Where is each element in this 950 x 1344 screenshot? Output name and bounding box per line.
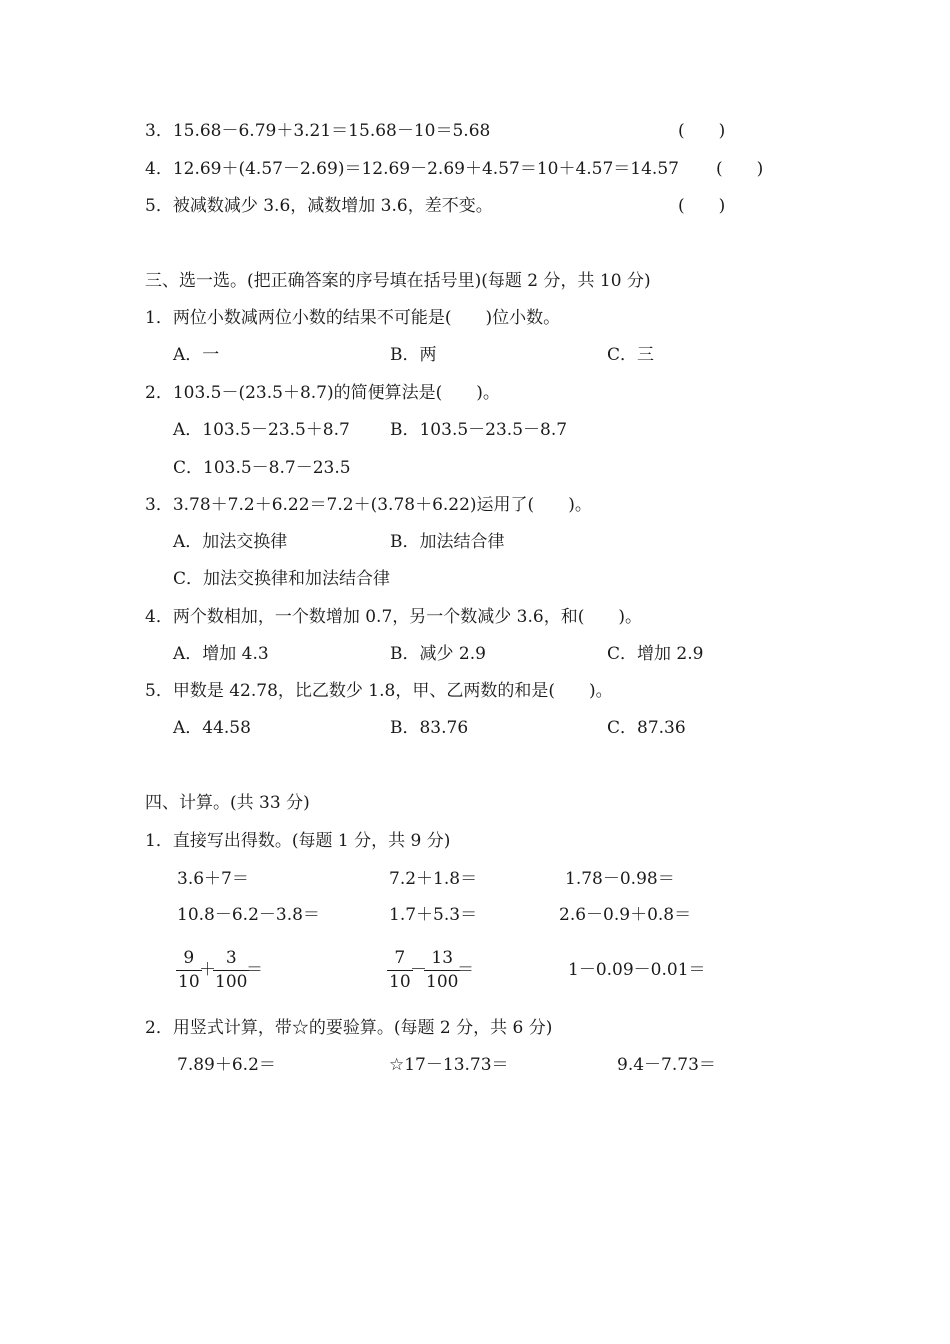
question-1-stem: 1．两位小数减两位小数的结果不可能是( )位小数。	[145, 308, 561, 328]
equals: ＝	[457, 960, 474, 980]
calc-item: 7.2＋1.8＝	[389, 869, 478, 889]
numerator: 7	[394, 948, 406, 968]
numerator: 9	[183, 948, 195, 968]
answer-paren[interactable]: ( )	[678, 121, 726, 141]
answer-paren[interactable]: ( )	[678, 196, 726, 216]
option-b[interactable]: B．两	[390, 345, 437, 365]
option-c[interactable]: C．87.36	[607, 718, 686, 738]
option-b[interactable]: B．83.76	[390, 718, 469, 738]
tf-item-3: 3．15.68－6.79＋3.21＝15.68－10＝5.68	[145, 121, 491, 141]
calc-item: 3.6＋7＝	[177, 869, 249, 889]
calc-item: ☆17－13.73＝	[389, 1055, 509, 1075]
question-3-stem: 3．3.78＋7.2＋6.22＝7.2＋(3.78＋6.22)运用了( )。	[145, 495, 592, 515]
denominator: 100	[215, 972, 248, 992]
answer-paren[interactable]: ( )	[716, 159, 764, 179]
option-c[interactable]: C．增加 2.9	[607, 644, 704, 664]
option-c[interactable]: C．103.5－8.7－23.5	[173, 458, 351, 478]
tf-item-4: 4．12.69＋(4.57－2.69)＝12.69－2.69＋4.57＝10＋4.57＝14.57	[145, 159, 679, 179]
fraction	[387, 950, 413, 991]
calc-item: 9.4－7.73＝	[617, 1055, 716, 1075]
section-four-title: 四、计算。(共 33 分)	[145, 793, 310, 813]
fraction	[213, 950, 249, 991]
question-5-stem: 5．甲数是 42.78，比乙数少 1.8，甲、乙两数的和是( )。	[145, 681, 613, 701]
part-2-title: 2．用竖式计算，带☆的要验算。(每题 2 分，共 6 分)	[145, 1018, 553, 1038]
numerator: 3	[225, 948, 237, 968]
option-c[interactable]: C．三	[607, 345, 655, 365]
denominator: 100	[426, 972, 459, 992]
option-a[interactable]: A．一	[173, 345, 220, 365]
equals: ＝	[246, 960, 263, 980]
operator: ＋	[199, 960, 216, 980]
option-a[interactable]: A．103.5－23.5＋8.7	[173, 420, 350, 440]
calc-item: 1.7＋5.3＝	[389, 905, 478, 925]
option-a[interactable]: A．加法交换律	[173, 532, 288, 552]
calc-item: 7.89＋6.2＝	[177, 1055, 276, 1075]
tf-item-5: 5．被减数减少 3.6，减数增加 3.6，差不变。	[145, 196, 493, 216]
numerator: 13	[431, 948, 454, 968]
option-a[interactable]: A．44.58	[173, 718, 251, 738]
denominator: 10	[178, 972, 200, 992]
fraction	[176, 950, 202, 991]
calc-item: 10.8－6.2－3.8＝	[177, 905, 320, 925]
part-1-title: 1．直接写出得数。(每题 1 分，共 9 分)	[145, 831, 451, 851]
calc-item: 1.78－0.98＝	[565, 869, 675, 889]
question-4-stem: 4．两个数相加，一个数增加 0.7，另一个数减少 3.6，和( )。	[145, 607, 642, 627]
section-three-title: 三、选一选。(把正确答案的序号填在括号里)(每题 2 分，共 10 分)	[145, 271, 651, 291]
calc-item: 2.6－0.9＋0.8＝	[559, 905, 692, 925]
option-a[interactable]: A．增加 4.3	[173, 644, 269, 664]
option-b[interactable]: B．减少 2.9	[390, 644, 486, 664]
option-b[interactable]: B．加法结合律	[390, 532, 505, 552]
question-2-stem: 2．103.5－(23.5＋8.7)的简便算法是( )。	[145, 383, 500, 403]
calc-item: 1－0.09－0.01＝	[568, 960, 706, 980]
operator: －	[410, 960, 427, 980]
option-c[interactable]: C．加法交换律和加法结合律	[173, 569, 391, 589]
denominator: 10	[389, 972, 411, 992]
fraction	[424, 950, 460, 991]
option-b[interactable]: B．103.5－23.5－8.7	[390, 420, 568, 440]
